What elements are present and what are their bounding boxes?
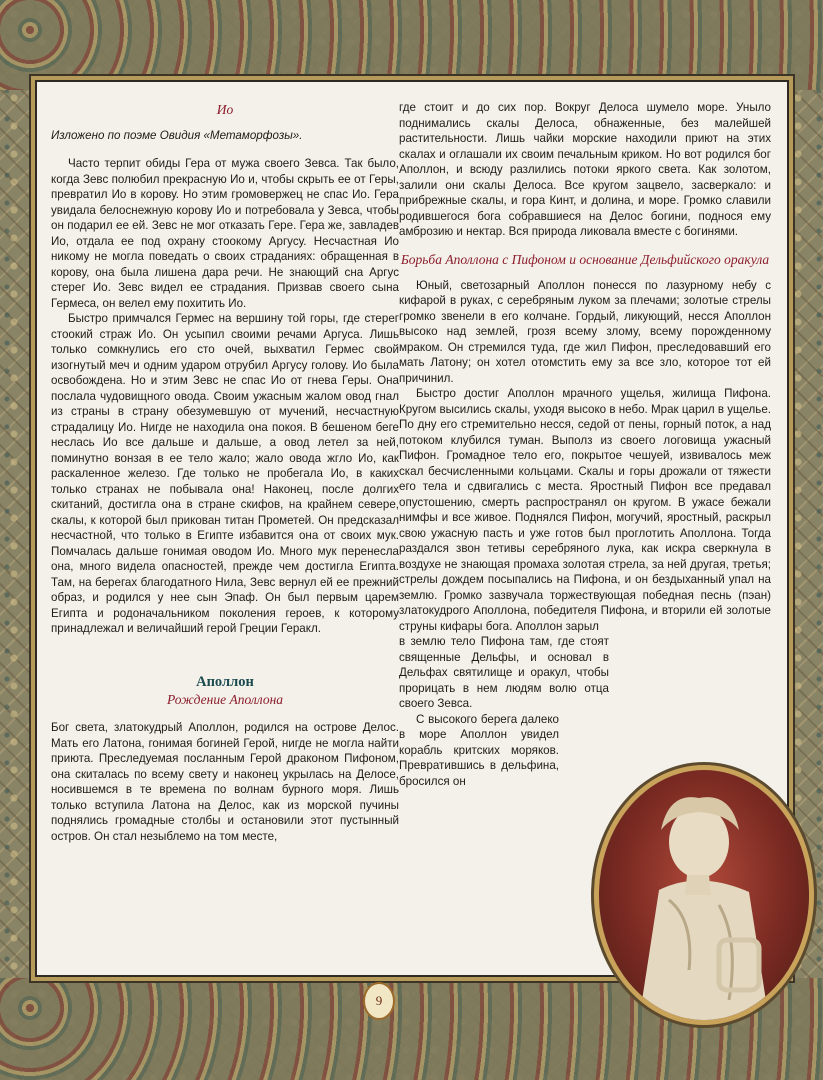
io-source: Изложено по поэме Овидия «Метаморфозы».	[51, 128, 303, 142]
ornamental-border-top	[0, 0, 823, 90]
io-paragraph: Часто терпит обиды Гера от мужа своего Зевса. Так было, когда Зевс полюбил прекрасную Ио и, чтобы скрыть ее от Геры, превратил Ио в корову. Но этим громовержец не спас Ио. Гера увидала белоснежную корову Ио и потребовала у Зевса, чтобы он подарил ее ей. Зевс не мог отказать Гере. Гера же, завладев Ио, отдала ее под охрану стоокому Аргусу. Несчастная Ио никому не могла поведать о своих страданиях: обращенная в корову, она была лишена дара речи. Не знающий сна Аргус стерег Ио. Зевс видел ее страдания. Призвав своего сына Гермеса, он велел ему похитить Ио.	[51, 157, 399, 310]
io-title: Ио	[216, 102, 234, 117]
left-column	[51, 100, 399, 844]
apollo-birth-continued: где стоит и до сих пор. Вокруг Делоса шумело море. Уныло поднимались скалы Делоса, обнаженные, без малейшей растительности. Лишь чайки морские находили приют на этих скалах и оглашали их своим печальным криком. Но вот родился бог Аполлон, и всюду разлились потоки яркого света. Как золотом, залили они скалы Делоса. Все кругом зацвело, засверкало: и прибрежные скалы, и гора Кинт, и долина, и море. Громко славили родившегося бога собравшиеся на Делос богини, поднося ему амброзию и нектар. Вся природа ликовала вместе с богинями.	[399, 101, 771, 238]
python-title: Борьба Аполлона с Пифоном и основание Дельфийского оракула	[400, 251, 770, 267]
python-wrap-paragraph: в землю тело Пифона там, где стоят священные Дельфы, и основал в Дельфах святилище и оракул, чтобы прорицать в нем людям волю отца своего Зевса.	[399, 635, 609, 710]
page-number: 9	[363, 982, 395, 1020]
python-last-paragraph: С высокого берега далеко в море Аполлон увидел корабль критских моряков. Превратившись в дельфина, бросился он	[399, 712, 559, 788]
apollo-birth-paragraph: Бог света, златокудрый Аполлон, родился на острове Делос. Мать его Латона, гонимая богиней Герой, нигде не могла найти приюта. Преследуемая посланным Герой драконом Пифоном, она скиталась по всему свету и наконец укрылась на Делосе, носившемся в те времена по волнам бурного моря. Лишь только вступила Латона на Делос, как из морской пучины поднялись громадные столбы и остановили этот пустынный остров. Он стал незыблемо на том месте,	[51, 721, 399, 843]
apollo-birth-title: Рождение Аполлона	[166, 692, 284, 707]
python-paragraph: Быстро достиг Аполлон мрачного ущелья, жилища Пифона. Кругом высились скалы, уходя высоко в небо. Мрак царил в ущелье. По дну его стремительно несся, седой от пены, горный поток, а над потоком клубился туман. Выполз из своего логовища ужасный Пифон. Громадное тело его, покрытое чешуей, извивалось меж скал бесчисленными кольцами. Скалы и горы дрожали от тяжести его тела и сдвигались с места. Яростный Пифон все предавал опустошению, смерть распространял он кругом. В ужасе бежали нимфы и все живое. Поднялся Пифон, могучий, яростный, раскрыл свою ужасную пасть и уже готов был проглотить Аполлона. Тогда раздался звон тетивы серебряного лука, как искра сверкнула в воздухе не знающая промаха золотая стрела, за ней другая, третья; стрелы дождем посыпались на Пифона, и он бездыханный упал на землю. Громко зазвучала торжествующая победная песнь (пэан) златокудрого Аполлона, победителя Пифона, и вторили ей золотые струны кифары бога. Аполлон зарыл	[399, 387, 771, 633]
apollo-section-title: Аполлон	[196, 673, 254, 690]
right-column	[399, 100, 771, 789]
io-paragraph: Быстро примчался Гермес на вершину той горы, где стерег стоокий страж Ио. Он усыпил своими речами Аргуса. Лишь только сомкнулись его сто очей, выхватил Гермес свой изогнутый меч и одним ударом отрубил Аргусу голову. Ио была освобождена. Но и этим Зевс не спас Ио от гнева Геры. Она послала чудовищного овода. Своим ужасным жалом овод гнал из страны в страну обезумевшую от мучений, несчастную страдалицу Ио. Нигде не находила она покоя. В бешеном беге неслась Ио все дальше и дальше, а овод летел за ней, поминутно вонзая в ее тело жало; жало овода жгло Ио, как раскаленное железо. Где только не пробегала Ио, в каких только странах не побывала она! Наконец, после долгих скитаний, достигла она в стране скифов, на крайнем севере, скалы, к которой был прикован титан Прометей. Он предсказал несчастной, что только в Египте избавится она от своих мук. Помчалась дальше гонимая оводом Ио. Много мук перенесла она, много видела опасностей, прежде чем достигла Египта. Там, на берегах благодатного Нила, Зевс вернул ей ее прежний образ, и родился у нее сын Эпаф. Он был первым царем Египта и родоначальником поколения героев, к которому принадлежал и величайший герой Греции Геракл.	[51, 312, 399, 635]
apollo-statue-illustration	[599, 770, 809, 1020]
apollo-statue-icon	[599, 770, 809, 1020]
python-paragraph: Юный, светозарный Аполлон понесся по лазурному небу с кифарой в руках, с серебряным луком за плечами; золотые стрелы громко звенели в его колчане. Гордый, ликующий, несся Аполлон высоко над землей, грозя всему злому, всему порожденному мраком. Он стремился туда, где жил Пифон, преследовавший его мать Латону; он хотел отомстить ему за все зло, которое тот ей причинил.	[399, 278, 771, 385]
